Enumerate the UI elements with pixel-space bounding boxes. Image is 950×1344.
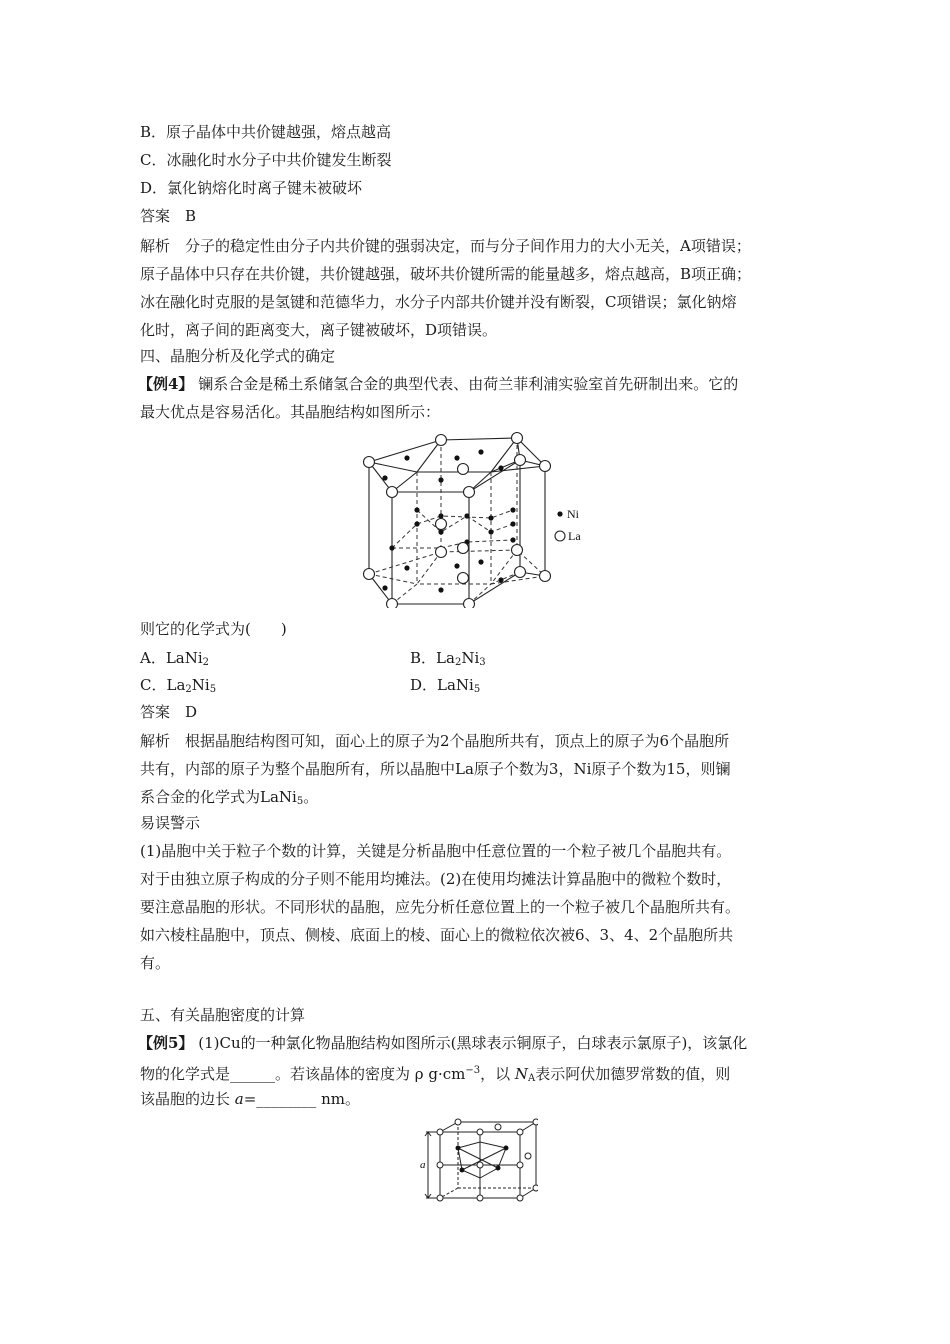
ni-legend-icon — [557, 511, 562, 516]
ex4-analysis-end: 。 — [303, 788, 319, 806]
ex4-answer: 答案 D — [140, 703, 198, 721]
ex5-text2a: 物的化学式是______。若该晶体的密度为 ρ g·cm — [140, 1065, 466, 1083]
legend-la-label: La — [568, 529, 581, 543]
ex5-text2c: 表示阿伏加德罗常数的值，则 — [535, 1065, 731, 1083]
option-c: C．冰融化时水分子中共价键发生断裂 — [140, 151, 392, 169]
example-4-text2: 最大优点是容易活化。其晶胞结构如图所示： — [140, 403, 441, 421]
ex4-option-a-text: A．LaNi — [140, 649, 203, 667]
section-5-title: 五、有关晶胞密度的计算 — [140, 1006, 306, 1024]
warning-line: (1)晶胞中关于粒子个数的计算，关键是分析晶胞中任意位置的一个粒子被几个晶胞共有。 — [140, 842, 732, 860]
ex4-option-c-text2: Ni — [191, 676, 210, 694]
example-4-tag: 【例4】 — [138, 375, 194, 393]
section-4-title: 四、晶胞分析及化学式的确定 — [140, 347, 336, 365]
warning-line: 对于由独立原子构成的分子则不能用均摊法。(2)在使用均摊法计算晶胞中的微粒个数时， — [140, 870, 732, 888]
edge-length-label: a — [420, 1159, 426, 1171]
ex4-option-d-sub: 5 — [473, 684, 481, 695]
q3-analysis-line: 化时，离子间的距离变大，离子键被破坏，D项错误。 — [140, 321, 498, 339]
example-5-text3 — [140, 1089, 360, 1109]
la-legend-icon — [555, 531, 565, 541]
ex4-option-a-sub: 2 — [202, 657, 210, 668]
example-4-text: 镧系合金是稀土系储氢合金的典型代表、由荷兰菲利浦实验室首先研制出来。它的 — [198, 375, 739, 393]
ex4-option-b — [410, 648, 486, 673]
hexagonal-cell-figure — [355, 428, 605, 608]
ex4-option-d-text: D．LaNi — [410, 676, 474, 694]
ex4-analysis-line: 共有，内部的原子为整个晶胞所有，所以晶胞中La原子个数为3，Ni原子个数为15，则镧 — [140, 760, 731, 778]
ex4-option-c-text1: C．La — [140, 676, 186, 694]
example-5-text: (1)Cu的一种氯化物晶胞结构如图所示(黑球表示铜原子，白球表示氯原子)，该氯化 — [198, 1034, 748, 1052]
example-4-question: 则它的化学式为( ) — [140, 620, 287, 638]
warning-line: 要注意晶胞的形状。不同形状的晶胞，应先分析任意位置上的一个粒子被几个晶胞所共有。 — [140, 898, 741, 916]
ex5-var-a: a — [234, 1090, 244, 1108]
ex4-analysis-line — [140, 787, 318, 812]
ex4-option-b-sub1: 2 — [454, 657, 462, 668]
option-b: B．原子晶体中共价键越强，熔点越高 — [140, 123, 392, 141]
ex5-na-sub: A — [528, 1073, 536, 1084]
ex4-option-b-text1: B．La — [410, 649, 455, 667]
ex4-option-d — [410, 675, 480, 700]
example-5-intro — [138, 1033, 747, 1053]
ex5-na: N — [514, 1065, 529, 1083]
legend-ni-label: Ni — [567, 507, 579, 521]
ex4-option-c-sub1: 2 — [185, 684, 192, 695]
ex5-text2b: ，以 — [480, 1065, 515, 1083]
ex4-option-b-sub2: 3 — [479, 657, 486, 668]
ex5-text3a: 该晶胞的边长 — [140, 1090, 235, 1108]
warning-line: 如六棱柱晶胞中，顶点、侧棱、底面上的棱、面心上的微粒依次被6、3、4、2个晶胞所共 — [140, 926, 734, 944]
ex4-analysis-line: 解析 根据晶胞结构图可知，面心上的原子为2个晶胞所共有，顶点上的原子为6个晶胞所 — [140, 732, 730, 750]
ex4-option-c — [140, 675, 216, 700]
example-4-intro — [138, 374, 738, 394]
example-5-tag: 【例5】 — [138, 1034, 194, 1052]
cubic-cell-figure — [418, 1118, 538, 1202]
ex4-option-b-text2: Ni — [461, 649, 480, 667]
ex4-option-c-sub2: 5 — [209, 684, 217, 695]
ex4-analysis-sub: 5 — [296, 796, 304, 807]
option-d: D．氯化钠熔化时离子键未被破坏 — [140, 179, 363, 197]
q3-answer: 答案 B — [140, 207, 197, 225]
q3-analysis-line: 冰在融化时克服的是氢键和范德华力，水分子内部共价键并没有断裂，C项错误；氯化钠熔 — [140, 293, 737, 311]
ex5-sup: −3 — [465, 1065, 481, 1076]
ex5-text3b: =________ nm。 — [243, 1090, 360, 1108]
ex4-analysis-text: 系合金的化学式为LaNi — [140, 788, 297, 806]
q3-analysis-line: 解析 分子的稳定性由分子内共价键的强弱决定，而与分子间作用力的大小无关，A项错误； — [140, 237, 751, 255]
ex4-option-a — [140, 648, 209, 673]
warning-title: 易误警示 — [140, 814, 201, 832]
warning-line: 有。 — [140, 954, 171, 972]
q3-analysis-line: 原子晶体中只存在共价键，共价键越强，破坏共价键所需的能量越多，熔点越高，B项正确； — [140, 265, 752, 283]
example-5-text2 — [140, 1061, 730, 1089]
